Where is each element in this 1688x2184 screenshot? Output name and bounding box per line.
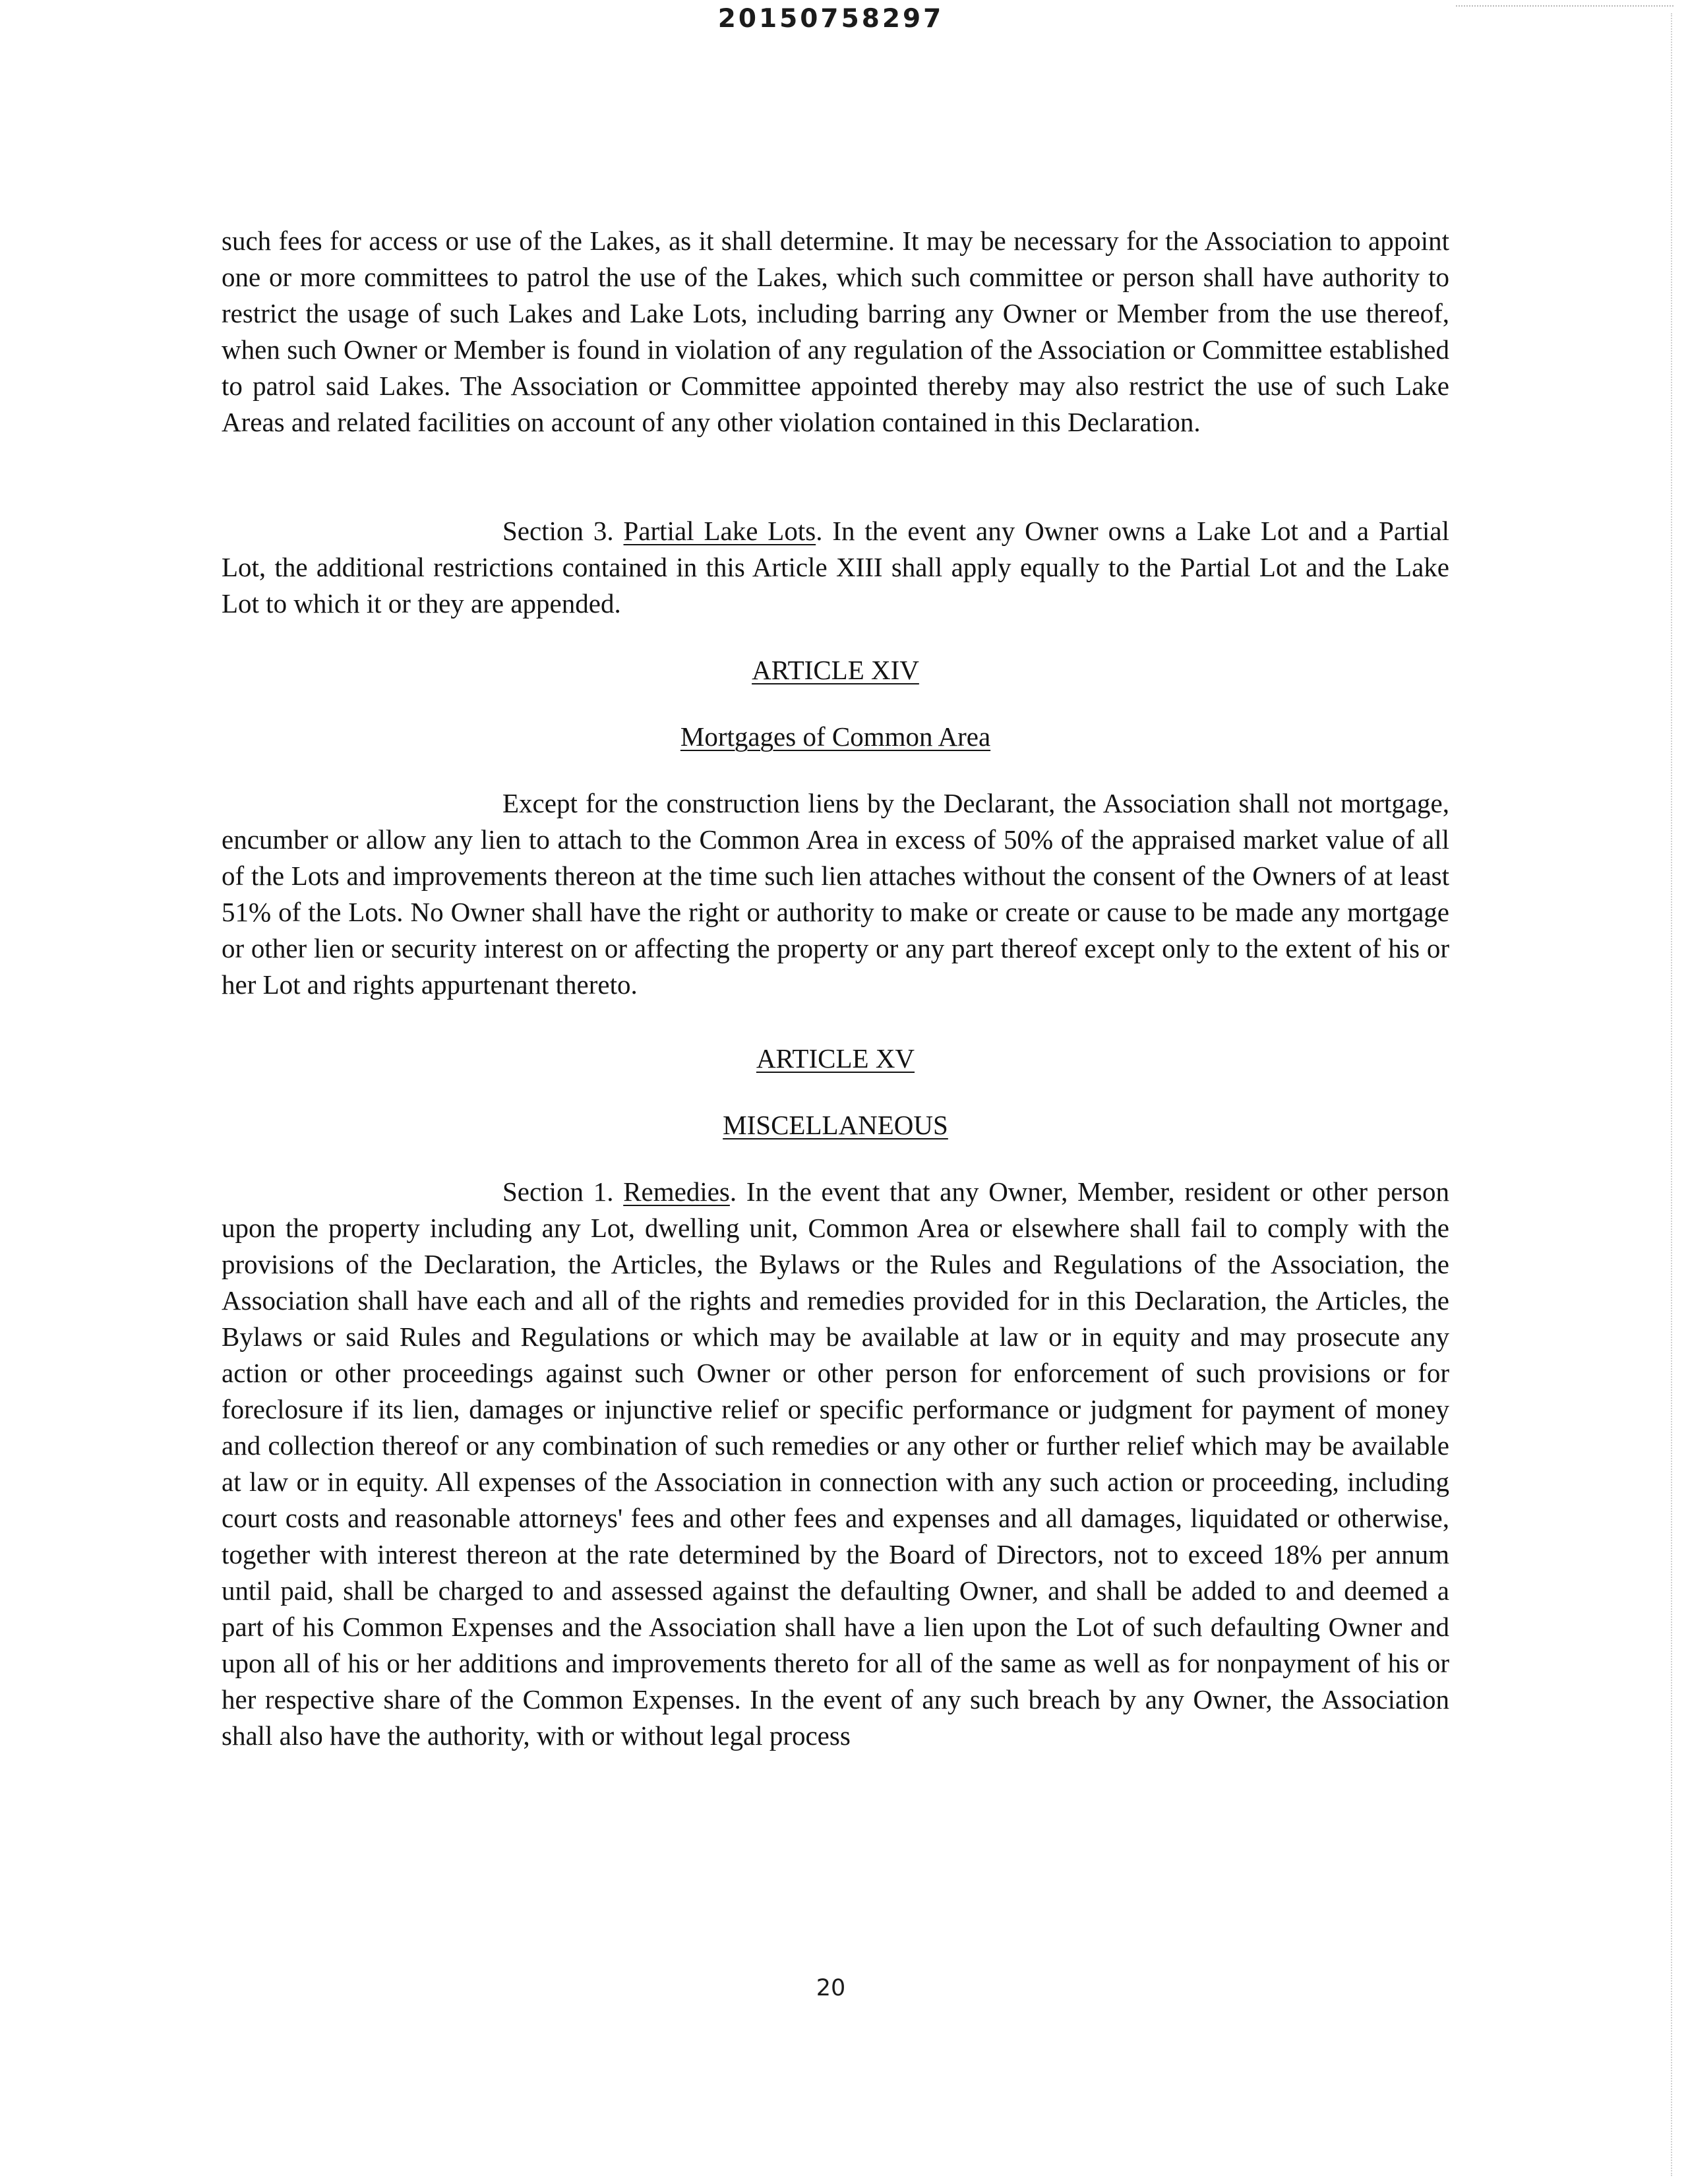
document-number: 20150758297 bbox=[717, 4, 944, 34]
article-15-section-1-text: . In the event that any Owner, Member, resident or other person upon the property including any Lot, dwelling unit, Common Area or elsewhere shall fail to comply with the provisions of the Declaration, the Articles, the Bylaws or the Rules and Regulations of the Association, the Association shall have each and all of the rights and remedies provided for in this Declaration, the Articles, the Bylaws or said Rules and Regulations or which may be available at law or in equity and may prosecute any action or other proceedings against such Owner or other person for enforcement of such provisions or for foreclosure if its lien, damages or injunctive relief or specific performance or judgment for payment of money and collection thereof or any combination of such remedies or any other or further relief which may be available at law or in equity. All expenses of the Association in connection with any such action or proceeding, including court costs and reasonable attorneys' fees and other fees and expenses and all damages, liquidated or otherwise, together with interest thereon at the rate determined by the Board of Directors, not to exceed 18% per annum until paid, shall be charged to and assessed against the defaulting Owner, and shall be added to and deemed a part of his Common Expenses and the Association shall have a lien upon the Lot of such defaulting Owner and upon all of his or her additions and improvements thereto for all of the same as well as for nonpayment of his or her respective share of the Common Expenses. In the event of any such breach by any Owner, the Association shall also have the authority, with or without legal process bbox=[222, 1176, 1450, 1751]
spacer bbox=[222, 440, 1449, 513]
document-body bbox=[222, 223, 1449, 1754]
article-15-heading: ARTICLE XV bbox=[756, 1043, 915, 1074]
section-3-number: Section 3. bbox=[502, 516, 614, 546]
article-15-section-1-paragraph bbox=[222, 1174, 1449, 1754]
spacer bbox=[222, 622, 1449, 652]
spacer bbox=[222, 1077, 1449, 1107]
article-15-section-1-title: Remedies bbox=[623, 1176, 730, 1207]
spacer bbox=[222, 1003, 1449, 1041]
section-3-title: Partial Lake Lots bbox=[623, 516, 816, 546]
article-14-subheading: Mortgages of Common Area bbox=[680, 721, 991, 752]
spacer bbox=[222, 755, 1449, 785]
section-3-paragraph bbox=[222, 513, 1449, 622]
article-15-section-1-number: Section 1. bbox=[502, 1176, 614, 1207]
article-14-paragraph bbox=[222, 785, 1449, 1003]
spacer bbox=[222, 1143, 1449, 1174]
article-14-text: Except for the construction liens by the Declarant, the Association shall not mortgage, encumber or allow any lien to attach to the Common Area in excess of 50% of the appraised market value of all of the Lots and improvements thereon at the time such lien attaches without the consent of the Owners of at least 51% of the Lots. No Owner shall have the right or authority to make or create or cause to be made any mortgage or other lien or security interest on or affecting the property or any part thereof except only to the extent of his or her Lot and rights appurtenant thereto. bbox=[222, 788, 1449, 1000]
paragraph-lakes-fees: such fees for access or use of the Lakes, as it shall determine. It may be necessary for the Association to appoint one or more committees to patrol the use of the Lakes, which such committee or person shall have authority to restrict the usage of such Lakes and Lake Lots, including barring any Owner or Member from the use thereof, when such Owner or Member is found in violation of any regulation of the Association or Committee established to patrol said Lakes. The Association or Committee appointed thereby may also restrict the use of such Lake Areas and related facilities on account of any other violation contained in this Declaration. bbox=[222, 226, 1449, 437]
spacer bbox=[222, 688, 1449, 719]
page-number: 20 bbox=[816, 1975, 846, 2001]
article-14-heading: ARTICLE XIV bbox=[752, 655, 919, 685]
article-15-subheading: MISCELLANEOUS bbox=[723, 1110, 948, 1140]
scan-edge-marks bbox=[1671, 13, 1676, 2176]
section-3-text: . In the event any Owner owns a Lake Lot and a Partial Lot, the additional restrictions contained in this Article XIII shall apply equally to the Partial Lot and the Lake Lot to which it or they are appended. bbox=[222, 516, 1450, 619]
